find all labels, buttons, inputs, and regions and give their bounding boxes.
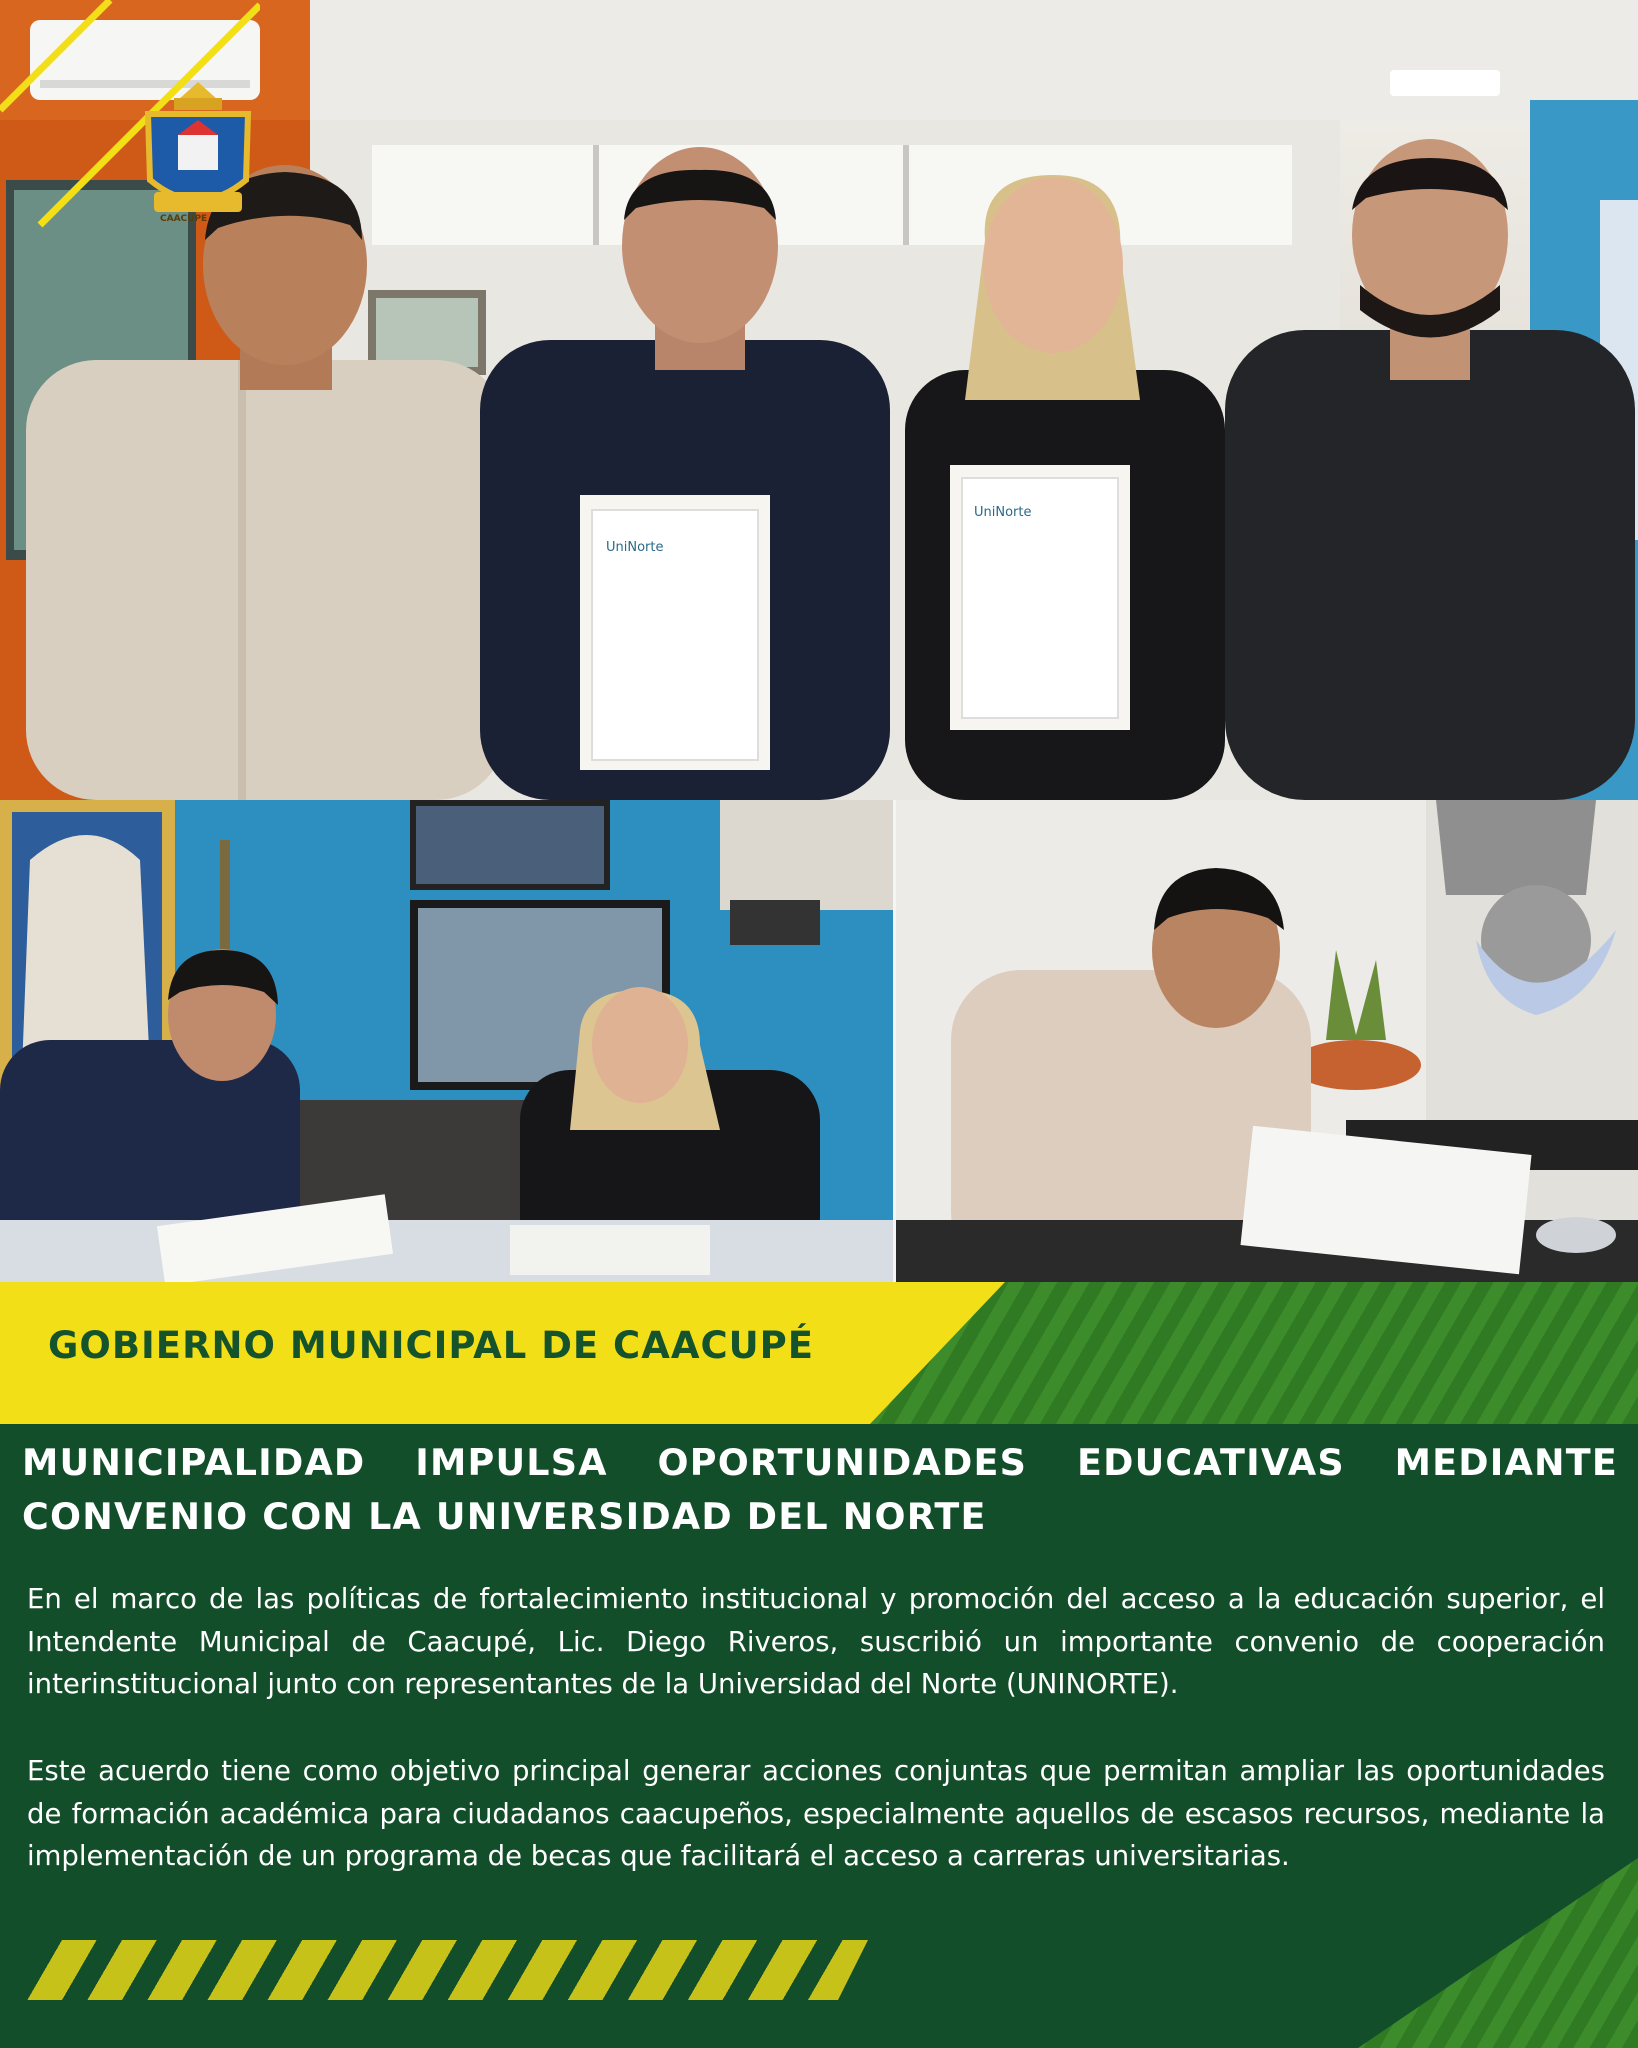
signing-photo-illustration bbox=[0, 800, 893, 1282]
municipal-logo bbox=[134, 80, 262, 230]
signing-photo-representative bbox=[896, 800, 1638, 1282]
headline: MUNICIPALIDAD IMPULSA OPORTUNIDADES EDUCATIVAS MEDIANTE CONVENIO CON LA UNIVERSIDAD DEL NORTE bbox=[22, 1441, 1618, 1538]
corner-stripes-bottom bbox=[1358, 1858, 1638, 2048]
paragraph-2: Este acuerdo tiene como objetivo principal generar acciones conjuntas que permitan ampliar las oportunidades de formación académica para ciudadanos caacupeños, especialmente aquellos de escasos recursos, mediante la implementación de un programa de becas que facilitará el acceso a carreras universitarias. bbox=[27, 1755, 1605, 1872]
hazard-stripes bbox=[18, 1940, 868, 2000]
document-brand-2: UniNorte bbox=[974, 505, 1032, 520]
paragraph-1: En el marco de las políticas de fortalecimiento institucional y promoción del acceso a la educación superior, el Intendente Municipal de Caacupé, Lic. Diego Riveros, suscribió un importante convenio de cooperación interinstitucional junto con representantes de la Universidad del Norte (UNINORTE). bbox=[27, 1583, 1605, 1700]
banner-label: GOBIERNO MUNICIPAL DE CAACUPÉ bbox=[48, 1324, 815, 1367]
logo-text: CAACUPE bbox=[160, 214, 208, 224]
title-banner bbox=[0, 1282, 1638, 1424]
document-brand-1: UniNorte bbox=[606, 540, 664, 555]
representative-photo-illustration bbox=[896, 800, 1638, 1282]
group-photo bbox=[0, 0, 1638, 800]
signing-photo-mayor bbox=[0, 800, 893, 1282]
